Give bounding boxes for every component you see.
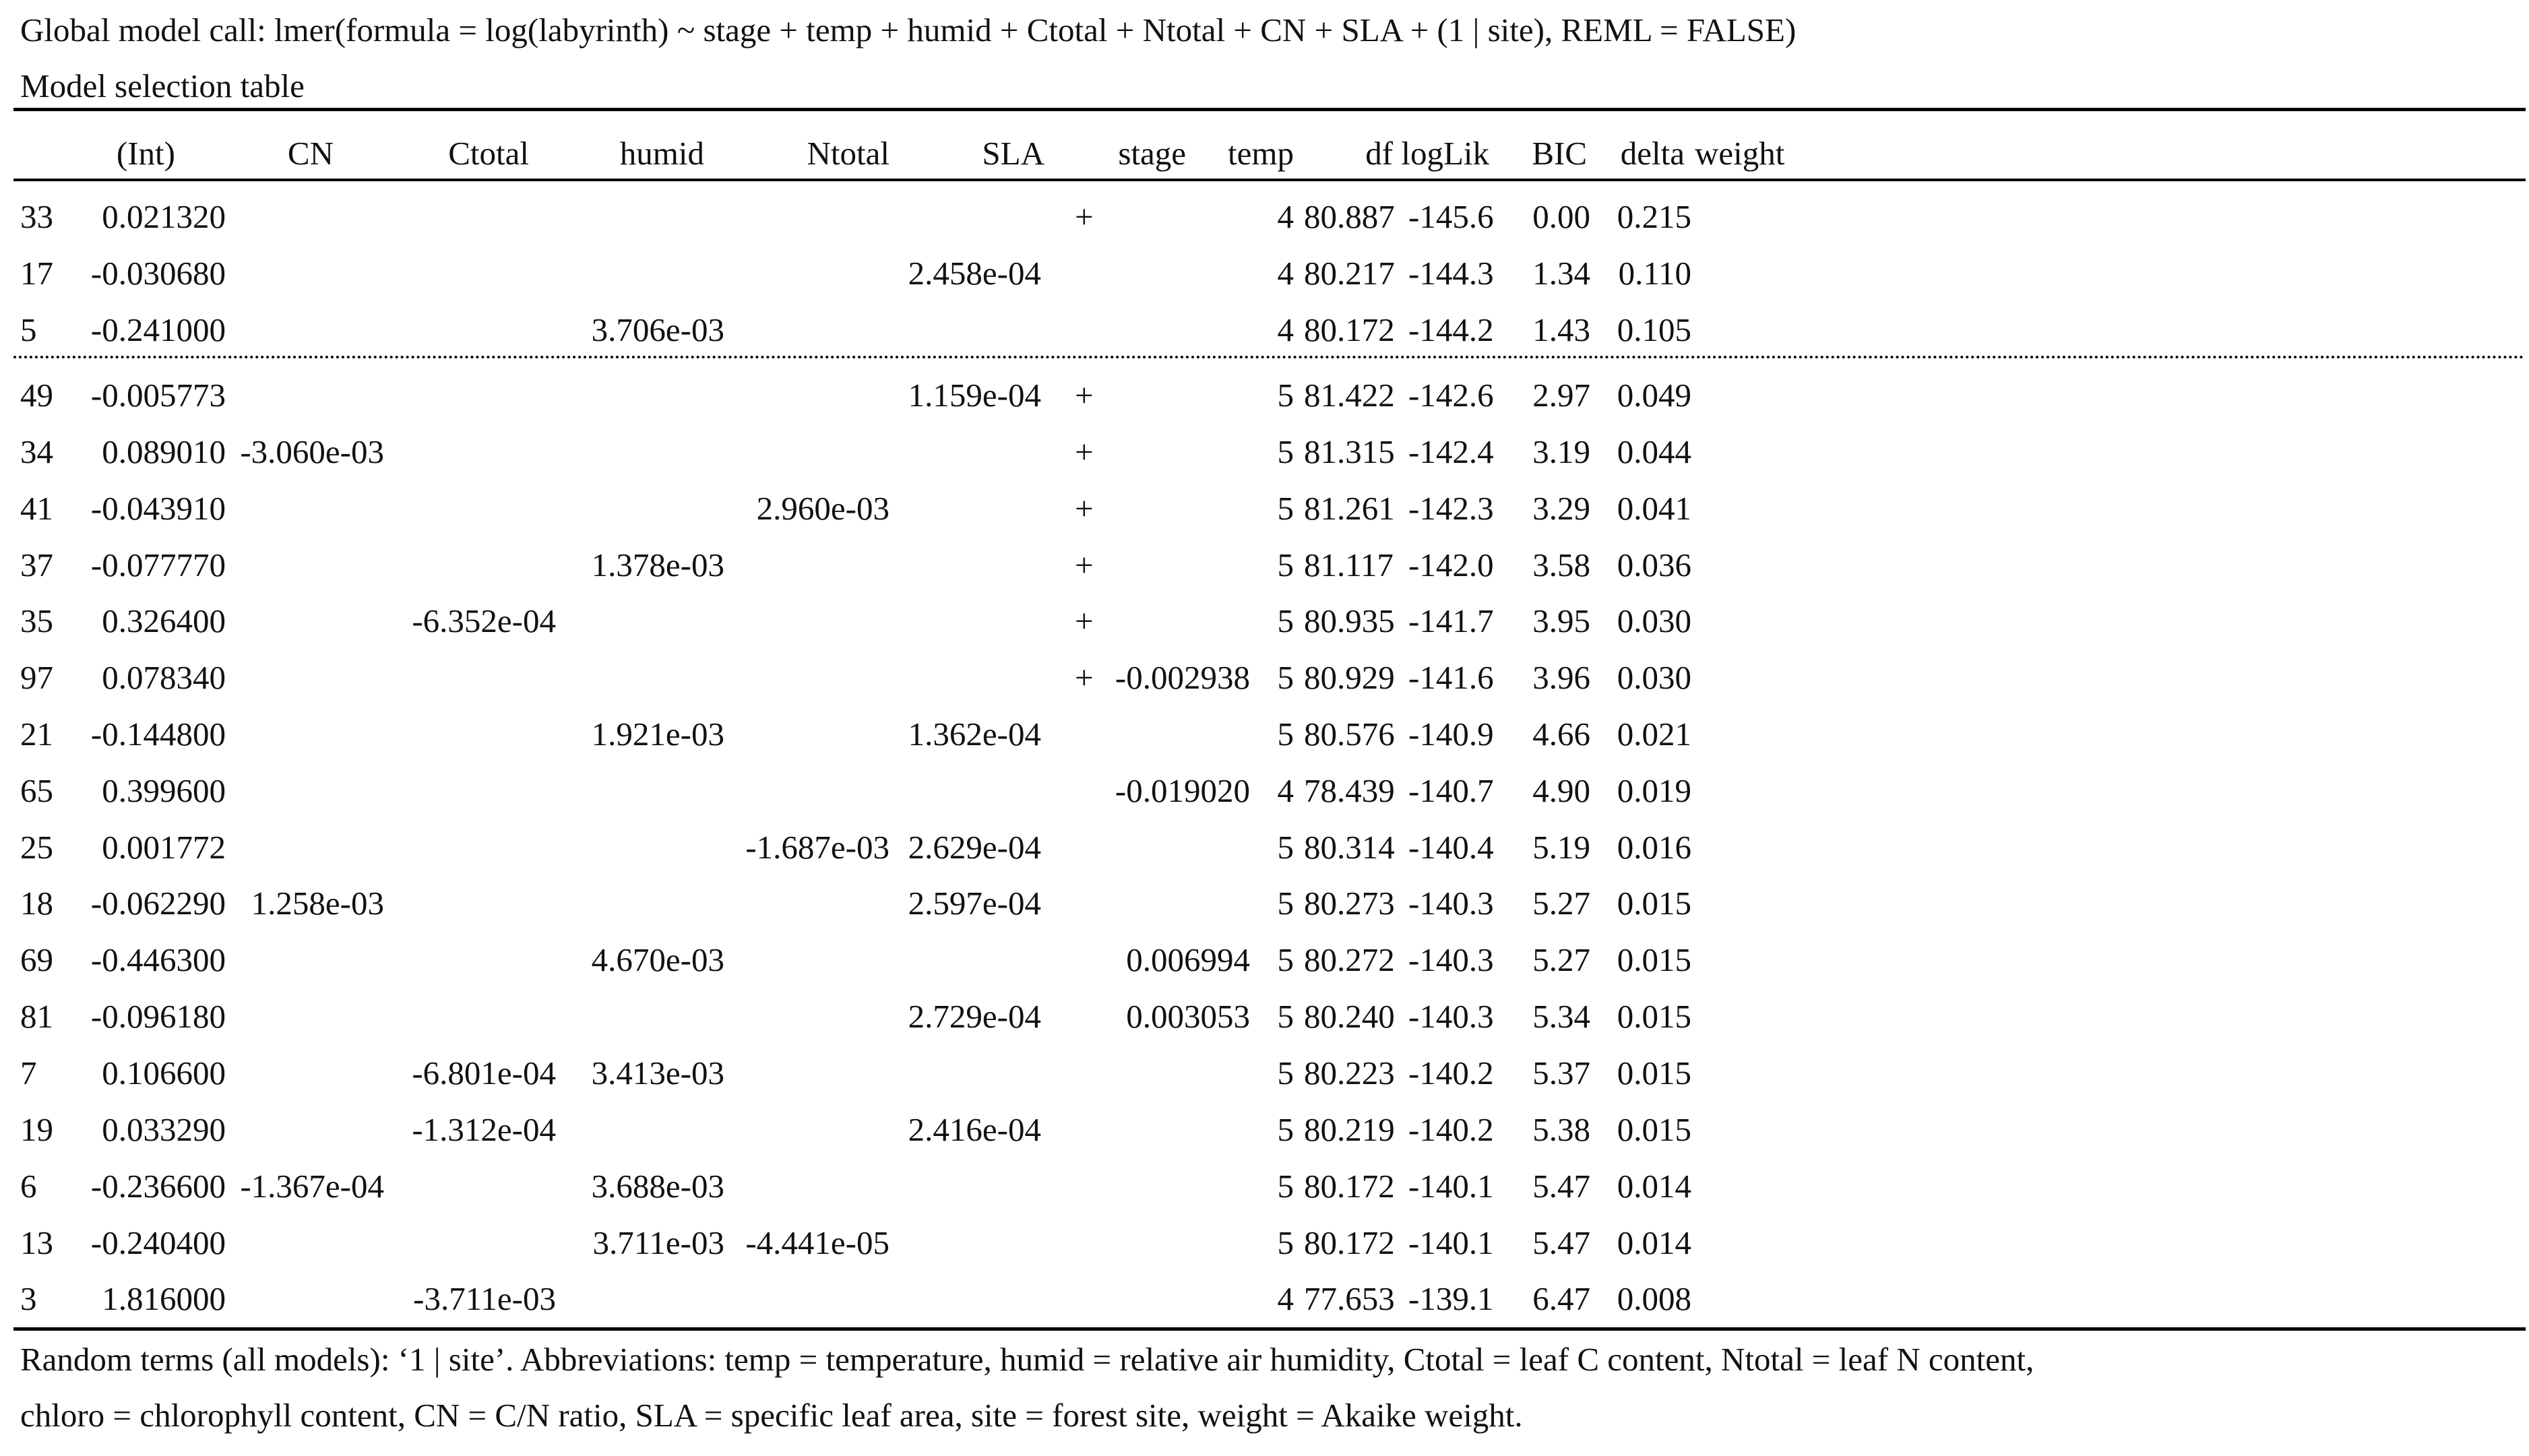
- cell-temp: -0.019020: [1115, 772, 1250, 809]
- cell-humid: 3.711e-03: [592, 1224, 724, 1261]
- cell-int: 0.001772: [102, 829, 226, 866]
- cell-stage: +: [1075, 546, 1094, 583]
- cell-delta: 3.19: [1532, 433, 1590, 470]
- model-call-caption: Global model call: lmer(formula = log(labyrinth) ~ stage + temp + humid + Ctotal + Ntotal + CN + SLA + (1 | site), REML = FALSE): [20, 11, 1797, 49]
- cell-df: 5: [1277, 433, 1294, 470]
- cell-loglik: 78.439: [1304, 772, 1395, 809]
- header-bic: BIC: [1532, 135, 1587, 172]
- cell-temp: -0.002938: [1115, 659, 1250, 696]
- cell-delta: 3.96: [1532, 659, 1590, 696]
- cell-loglik: 80.929: [1304, 659, 1395, 696]
- cell-id: 69: [20, 941, 53, 978]
- table-title: Model selection table: [20, 67, 305, 104]
- footnote-line-2: chloro = chlorophyll content, CN = C/N ratio, SLA = specific leaf area, site = forest site, weight = Akaike weight.: [20, 1397, 1523, 1434]
- cell-delta: 3.95: [1532, 602, 1590, 639]
- cell-id: 65: [20, 772, 53, 809]
- cell-id: 49: [20, 377, 53, 414]
- header-cn: CN: [287, 135, 334, 172]
- cell-delta: 5.47: [1532, 1168, 1590, 1205]
- cell-int: -0.030680: [90, 255, 226, 292]
- cell-bic: -139.1: [1408, 1280, 1494, 1317]
- header-ctotal: Ctotal: [448, 135, 529, 172]
- cell-humid: 3.688e-03: [591, 1168, 724, 1205]
- cell-int: 0.326400: [102, 602, 226, 639]
- cell-delta: 3.29: [1532, 490, 1590, 527]
- cell-delta: 6.47: [1532, 1280, 1590, 1317]
- cell-delta: 2.97: [1532, 377, 1590, 414]
- cell-delta: 5.47: [1532, 1224, 1590, 1261]
- cell-id: 81: [20, 998, 53, 1035]
- cell-int: -0.096180: [90, 998, 226, 1035]
- cell-int: 0.078340: [102, 659, 226, 696]
- cell-weight: 0.015: [1617, 941, 1691, 978]
- cell-bic: -145.6: [1408, 198, 1494, 235]
- cell-id: 7: [20, 1054, 37, 1091]
- cell-df: 5: [1277, 1224, 1294, 1261]
- cell-ctotal: -3.711e-03: [413, 1280, 556, 1317]
- cell-int: 0.021320: [102, 198, 226, 235]
- header-weight: weight: [1695, 135, 1785, 172]
- cell-df: 5: [1277, 490, 1294, 527]
- cell-ntotal: 2.960e-03: [756, 490, 889, 527]
- cell-df: 5: [1277, 377, 1294, 414]
- cell-sla: 2.458e-04: [908, 255, 1041, 292]
- cell-delta: 4.66: [1532, 716, 1590, 753]
- cell-int: -0.144800: [90, 716, 226, 753]
- cell-loglik: 80.223: [1304, 1054, 1395, 1091]
- top-rule: [13, 108, 2526, 111]
- cell-loglik: 80.172: [1304, 1168, 1395, 1205]
- cell-df: 4: [1277, 1280, 1294, 1317]
- cell-loglik: 77.653: [1304, 1280, 1395, 1317]
- cell-int: -0.005773: [90, 377, 226, 414]
- cell-loglik: 80.272: [1304, 941, 1395, 978]
- header-temp: temp: [1228, 135, 1294, 172]
- cell-bic: -141.6: [1408, 659, 1494, 696]
- cell-id: 35: [20, 602, 53, 639]
- cell-df: 4: [1277, 198, 1294, 235]
- cell-delta: 5.34: [1532, 998, 1590, 1035]
- cell-humid: 4.670e-03: [591, 941, 724, 978]
- cell-weight: 0.014: [1617, 1168, 1691, 1205]
- cell-id: 34: [20, 433, 53, 470]
- cell-df: 5: [1277, 1054, 1294, 1091]
- cell-df: 5: [1277, 659, 1294, 696]
- cell-df: 4: [1277, 255, 1294, 292]
- cell-sla: 1.362e-04: [908, 716, 1041, 753]
- cell-df: 5: [1277, 602, 1294, 639]
- cell-id: 3: [20, 1280, 37, 1317]
- cell-weight: 0.041: [1617, 490, 1691, 527]
- cell-delta: 5.38: [1532, 1111, 1590, 1148]
- cell-loglik: 80.314: [1304, 829, 1395, 866]
- dotted-separator: [13, 356, 2526, 358]
- cell-sla: 1.159e-04: [908, 377, 1041, 414]
- cell-id: 17: [20, 255, 53, 292]
- cell-sla: 2.729e-04: [908, 998, 1041, 1035]
- cell-weight: 0.019: [1617, 772, 1691, 809]
- cell-bic: -142.0: [1408, 546, 1494, 583]
- cell-weight: 0.015: [1617, 885, 1691, 922]
- cell-weight: 0.021: [1617, 716, 1691, 753]
- cell-loglik: 81.261: [1304, 490, 1395, 527]
- cell-humid: 1.921e-03: [591, 716, 724, 753]
- cell-int: -0.446300: [90, 941, 226, 978]
- cell-bic: -140.4: [1408, 829, 1494, 866]
- cell-stage: +: [1075, 602, 1094, 639]
- cell-humid: 3.413e-03: [591, 1054, 724, 1091]
- cell-bic: -140.2: [1408, 1111, 1494, 1148]
- cell-int: -0.241000: [90, 311, 226, 348]
- cell-delta: 3.58: [1532, 546, 1590, 583]
- cell-bic: -140.3: [1408, 998, 1494, 1035]
- cell-loglik: 80.172: [1304, 311, 1395, 348]
- cell-weight: 0.015: [1617, 998, 1691, 1035]
- cell-ctotal: -6.801e-04: [412, 1054, 556, 1091]
- cell-delta: 5.27: [1532, 885, 1590, 922]
- cell-loglik: 81.315: [1304, 433, 1395, 470]
- cell-id: 97: [20, 659, 53, 696]
- cell-id: 6: [20, 1168, 37, 1205]
- cell-loglik: 81.117: [1304, 546, 1394, 583]
- cell-df: 5: [1277, 1111, 1294, 1148]
- cell-delta: 5.37: [1532, 1054, 1590, 1091]
- header-stage: stage: [1118, 135, 1186, 172]
- cell-bic: -140.3: [1408, 941, 1494, 978]
- cell-sla: 2.629e-04: [908, 829, 1041, 866]
- cell-bic: -142.4: [1408, 433, 1494, 470]
- cell-bic: -140.1: [1408, 1224, 1494, 1261]
- cell-loglik: 80.935: [1304, 602, 1395, 639]
- cell-int: 0.089010: [102, 433, 226, 470]
- cell-bic: -141.7: [1408, 602, 1494, 639]
- cell-bic: -140.2: [1408, 1054, 1494, 1091]
- cell-bic: -142.6: [1408, 377, 1494, 414]
- header-df-loglik: df logLik: [1365, 135, 1489, 172]
- cell-ctotal: -1.312e-04: [412, 1111, 556, 1148]
- cell-weight: 0.015: [1617, 1111, 1691, 1148]
- cell-weight: 0.008: [1617, 1280, 1691, 1317]
- cell-sla: 2.597e-04: [908, 885, 1041, 922]
- cell-delta: 1.43: [1532, 311, 1590, 348]
- cell-weight: 0.215: [1617, 198, 1691, 235]
- cell-df: 5: [1277, 941, 1294, 978]
- cell-id: 19: [20, 1111, 53, 1148]
- cell-sla: 2.416e-04: [908, 1111, 1041, 1148]
- cell-int: -0.236600: [90, 1168, 226, 1205]
- header-delta: delta: [1620, 135, 1685, 172]
- cell-humid: 1.378e-03: [591, 546, 724, 583]
- cell-df: 5: [1277, 998, 1294, 1035]
- cell-temp: 0.003053: [1126, 998, 1250, 1035]
- cell-ntotal: -4.441e-05: [745, 1224, 889, 1261]
- cell-loglik: 80.172: [1304, 1224, 1395, 1261]
- cell-bic: -144.2: [1408, 311, 1494, 348]
- cell-int: 0.033290: [102, 1111, 226, 1148]
- cell-bic: -140.7: [1408, 772, 1494, 809]
- cell-df: 5: [1277, 829, 1294, 866]
- cell-bic: -140.1: [1408, 1168, 1494, 1205]
- bottom-rule: [13, 1327, 2526, 1331]
- cell-id: 13: [20, 1224, 53, 1261]
- footnote-line-1: Random terms (all models): ‘1 | site’. Abbreviations: temp = temperature, humid = relative air humidity, Ctotal = leaf C content, Ntotal = leaf N content,: [20, 1341, 2034, 1378]
- cell-int: -0.062290: [90, 885, 226, 922]
- cell-df: 4: [1277, 772, 1294, 809]
- header-ntotal: Ntotal: [807, 135, 889, 172]
- cell-cn: -1.367e-04: [240, 1168, 384, 1205]
- cell-delta: 1.34: [1532, 255, 1590, 292]
- cell-id: 33: [20, 198, 53, 235]
- header-sla: SLA: [982, 135, 1044, 172]
- cell-ctotal: -6.352e-04: [412, 602, 556, 639]
- cell-loglik: 80.576: [1304, 716, 1395, 753]
- cell-df: 5: [1277, 885, 1294, 922]
- cell-int: 1.816000: [102, 1280, 226, 1317]
- cell-stage: +: [1075, 198, 1094, 235]
- cell-bic: -144.3: [1408, 255, 1494, 292]
- cell-bic: -140.3: [1408, 885, 1494, 922]
- cell-int: -0.077770: [90, 546, 226, 583]
- cell-weight: 0.016: [1617, 829, 1691, 866]
- cell-id: 37: [20, 546, 53, 583]
- cell-cn: 1.258e-03: [251, 885, 384, 922]
- cell-int: 0.106600: [102, 1054, 226, 1091]
- cell-df: 5: [1277, 1168, 1294, 1205]
- cell-weight: 0.014: [1617, 1224, 1691, 1261]
- cell-int: -0.043910: [90, 490, 226, 527]
- cell-cn: -3.060e-03: [240, 433, 384, 470]
- cell-loglik: 80.219: [1304, 1111, 1395, 1148]
- cell-loglik: 80.240: [1304, 998, 1395, 1035]
- cell-loglik: 80.273: [1304, 885, 1395, 922]
- cell-weight: 0.049: [1617, 377, 1691, 414]
- cell-delta: 4.90: [1532, 772, 1590, 809]
- header-rule: [13, 179, 2526, 181]
- cell-weight: 0.044: [1617, 433, 1691, 470]
- cell-weight: 0.030: [1617, 659, 1691, 696]
- cell-id: 21: [20, 716, 53, 753]
- cell-df: 4: [1277, 311, 1294, 348]
- cell-weight: 0.110: [1618, 255, 1691, 292]
- cell-loglik: 80.887: [1304, 198, 1395, 235]
- cell-df: 5: [1277, 546, 1294, 583]
- cell-weight: 0.030: [1617, 602, 1691, 639]
- cell-int: -0.240400: [90, 1224, 226, 1261]
- cell-ntotal: -1.687e-03: [745, 829, 889, 866]
- cell-int: 0.399600: [102, 772, 226, 809]
- cell-weight: 0.015: [1617, 1054, 1691, 1091]
- cell-id: 41: [20, 490, 53, 527]
- cell-weight: 0.036: [1617, 546, 1691, 583]
- cell-delta: 5.27: [1532, 941, 1590, 978]
- cell-delta: 5.19: [1532, 829, 1590, 866]
- cell-weight: 0.105: [1617, 311, 1691, 348]
- cell-stage: +: [1075, 433, 1094, 470]
- cell-delta: 0.00: [1532, 198, 1590, 235]
- header-int: (Int): [116, 135, 175, 172]
- cell-humid: 3.706e-03: [591, 311, 724, 348]
- cell-loglik: 80.217: [1304, 255, 1395, 292]
- cell-id: 25: [20, 829, 53, 866]
- cell-stage: +: [1075, 659, 1094, 696]
- cell-stage: +: [1075, 490, 1094, 527]
- cell-bic: -142.3: [1408, 490, 1494, 527]
- cell-df: 5: [1277, 716, 1294, 753]
- cell-temp: 0.006994: [1126, 941, 1250, 978]
- cell-loglik: 81.422: [1304, 377, 1395, 414]
- header-humid: humid: [619, 135, 704, 172]
- cell-id: 5: [20, 311, 37, 348]
- cell-stage: +: [1075, 377, 1094, 414]
- cell-bic: -140.9: [1408, 716, 1494, 753]
- cell-id: 18: [20, 885, 53, 922]
